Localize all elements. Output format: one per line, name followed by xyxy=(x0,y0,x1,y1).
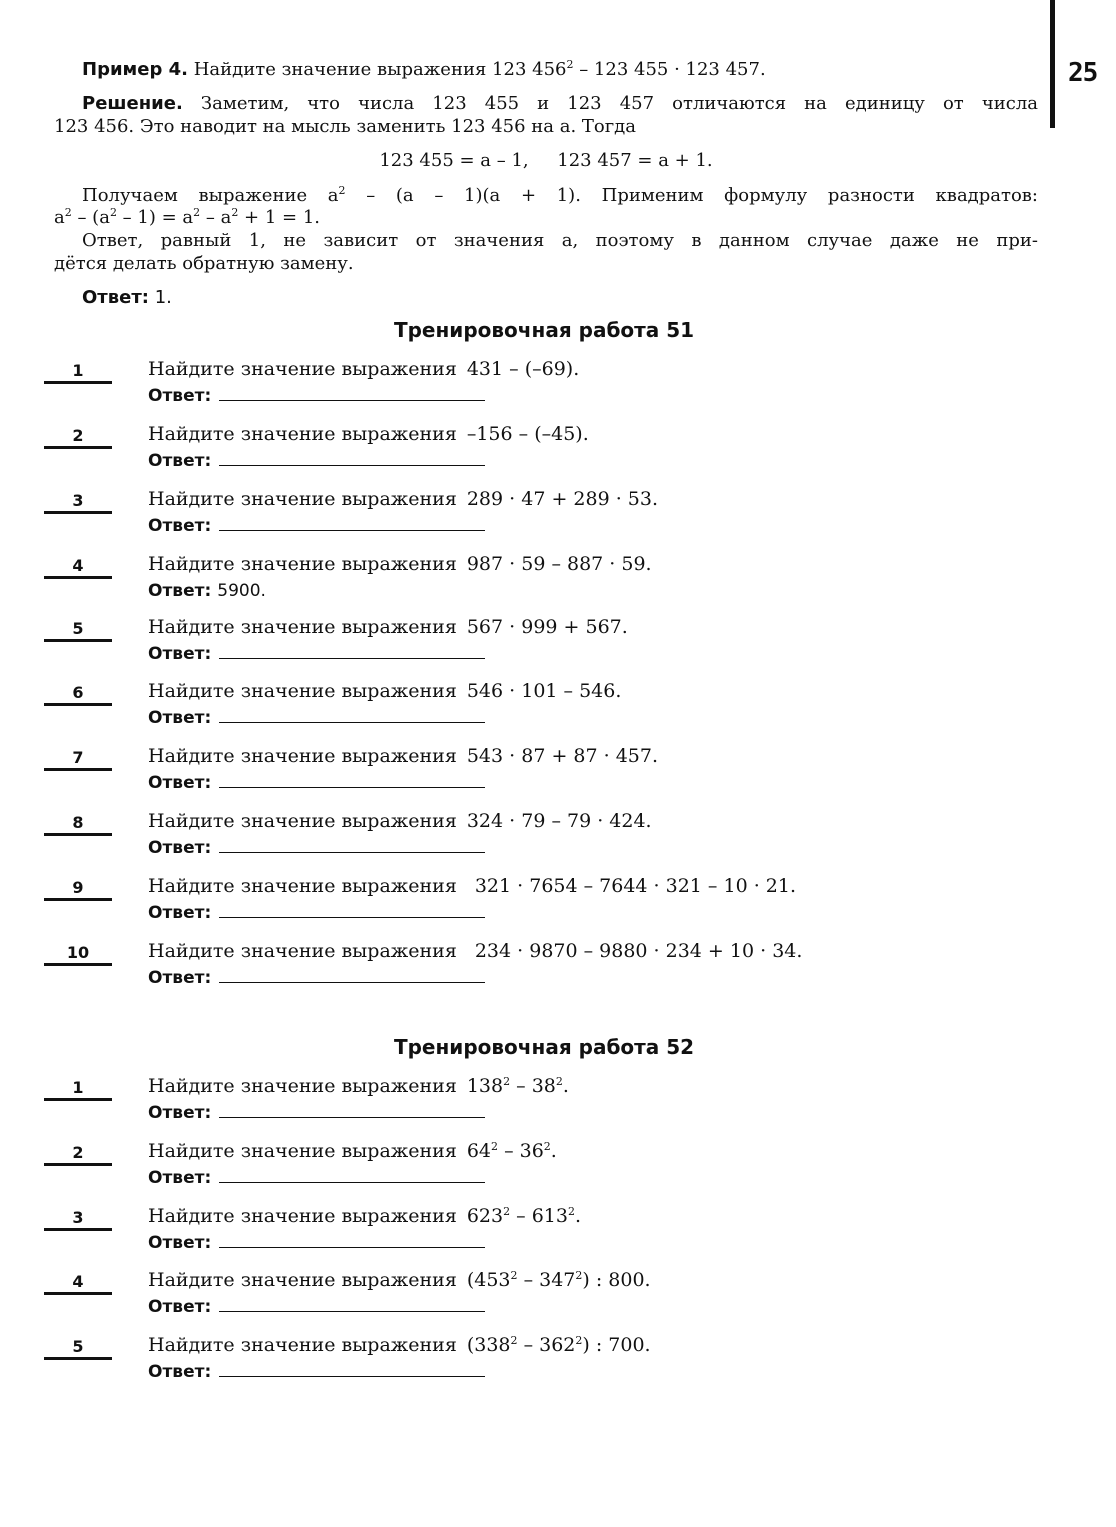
task-51-6: 6 Найдите значение выражения 546 · 101 – 546. Ответ: xyxy=(44,684,944,744)
task-52-3: 3 Найдите значение выражения $623^2 - 613^2$. Ответ: xyxy=(44,1209,944,1269)
task-number-underline xyxy=(44,1357,112,1360)
task-51-8: 8 Найдите значение выражения 324 · 79 – 79 · 424. Ответ: xyxy=(44,814,944,874)
answer-field[interactable] xyxy=(219,1103,485,1118)
task-51-1: 1 Найдите значение выражения 431 – (–69). Ответ: xyxy=(44,362,944,422)
answer-field[interactable] xyxy=(219,1362,485,1377)
solution-line-2: 123 456. Это наводит на мысль заменить 123 456 на a. Тогда xyxy=(54,116,636,137)
task-52-5: 5 Найдите значение выражения $(338^2 - 362^2)$ : 700. Ответ: xyxy=(44,1338,944,1398)
answer-field[interactable] xyxy=(219,968,485,983)
solution-line-5: $a^2 - (a^2 - 1) = a^2 - a^2 + 1 = 1$. xyxy=(54,206,320,228)
task-number-underline xyxy=(44,963,112,966)
task-52-4: 4 Найдите значение выражения $(453^2 - 347^2)$ : 800. Ответ: xyxy=(44,1273,944,1333)
solution-line-7: дётся делать обратную замену. xyxy=(54,253,354,274)
task-number-underline xyxy=(44,1098,112,1101)
task-51-2: 2 Найдите значение выражения –156 – (–45). Ответ: xyxy=(44,427,944,487)
task-number-underline xyxy=(44,833,112,836)
answer-field[interactable] xyxy=(219,708,485,723)
answer-field[interactable] xyxy=(219,644,485,659)
task-number-underline xyxy=(44,639,112,642)
task-52-2: 2 Найдите значение выражения $64^2 - 36^2$. Ответ: xyxy=(44,1144,944,1204)
answer-field[interactable] xyxy=(219,1168,485,1183)
example-answer: Ответ: 1. xyxy=(82,287,172,308)
task-number-underline xyxy=(44,768,112,771)
task-number-underline xyxy=(44,511,112,514)
task-number-underline xyxy=(44,1292,112,1295)
task-51-9: 9 Найдите значение выражения 321 · 7654 – 7644 · 321 – 10 · 21. Ответ: xyxy=(44,879,944,939)
task-number-underline xyxy=(44,898,112,901)
task-51-5: 5 Найдите значение выражения 567 · 999 + 567. Ответ: xyxy=(44,620,944,680)
answer-field[interactable] xyxy=(219,1233,485,1248)
task-number-underline xyxy=(44,703,112,706)
solution-line-6: Ответ, равный 1, не зависит от значения a, поэтому в данном случае даже не при- xyxy=(82,230,1038,251)
answer-field[interactable] xyxy=(219,773,485,788)
task-51-3: 3 Найдите значение выражения 289 · 47 + 289 · 53. Ответ: xyxy=(44,492,944,552)
task-52-1: 1 Найдите значение выражения $138^2 - 38^2$. Ответ: xyxy=(44,1079,944,1139)
answer-field[interactable] xyxy=(219,451,485,466)
task-number-underline xyxy=(44,446,112,449)
section-title-51: Тренировочная работа 51 xyxy=(393,318,695,342)
page-number: 25 xyxy=(1068,58,1098,88)
solution-line-1: Решение. Заметим, что числа 123 455 и 123 457 отличаются на единицу от числа xyxy=(82,93,1038,114)
answer-value: 5900. xyxy=(217,581,266,601)
answer-field[interactable] xyxy=(219,516,485,531)
task-number-underline xyxy=(44,576,112,579)
answer-field[interactable] xyxy=(219,903,485,918)
task-number-underline xyxy=(44,1163,112,1166)
substitution-equation: 123 455 = a – 1, 123 457 = a + 1. xyxy=(379,150,713,171)
answer-field[interactable] xyxy=(219,1297,485,1312)
task-number-underline xyxy=(44,1228,112,1231)
answer-field[interactable] xyxy=(219,386,485,401)
task-51-7: 7 Найдите значение выражения 543 · 87 + 87 · 457. Ответ: xyxy=(44,749,944,809)
task-51-4: 4 Найдите значение выражения 987 · 59 – 887 · 59. Ответ: 5900. xyxy=(44,557,944,617)
answer-field[interactable] xyxy=(219,838,485,853)
example-title: Пример 4. Найдите значение выражения 123 $456^2 - 123$ 455 · 123 457. xyxy=(82,58,766,80)
margin-bar xyxy=(1050,0,1055,128)
task-number-underline xyxy=(44,381,112,384)
task-51-10: 10 Найдите значение выражения 234 · 9870 – 9880 · 234 + 10 · 34. Ответ: xyxy=(44,944,944,1004)
solution-line-4: Получаем выражение $a^2 - (a - 1)(a + 1)$. Применим формулу разности квадратов: xyxy=(82,184,1039,206)
section-title-52: Тренировочная работа 52 xyxy=(393,1035,695,1059)
